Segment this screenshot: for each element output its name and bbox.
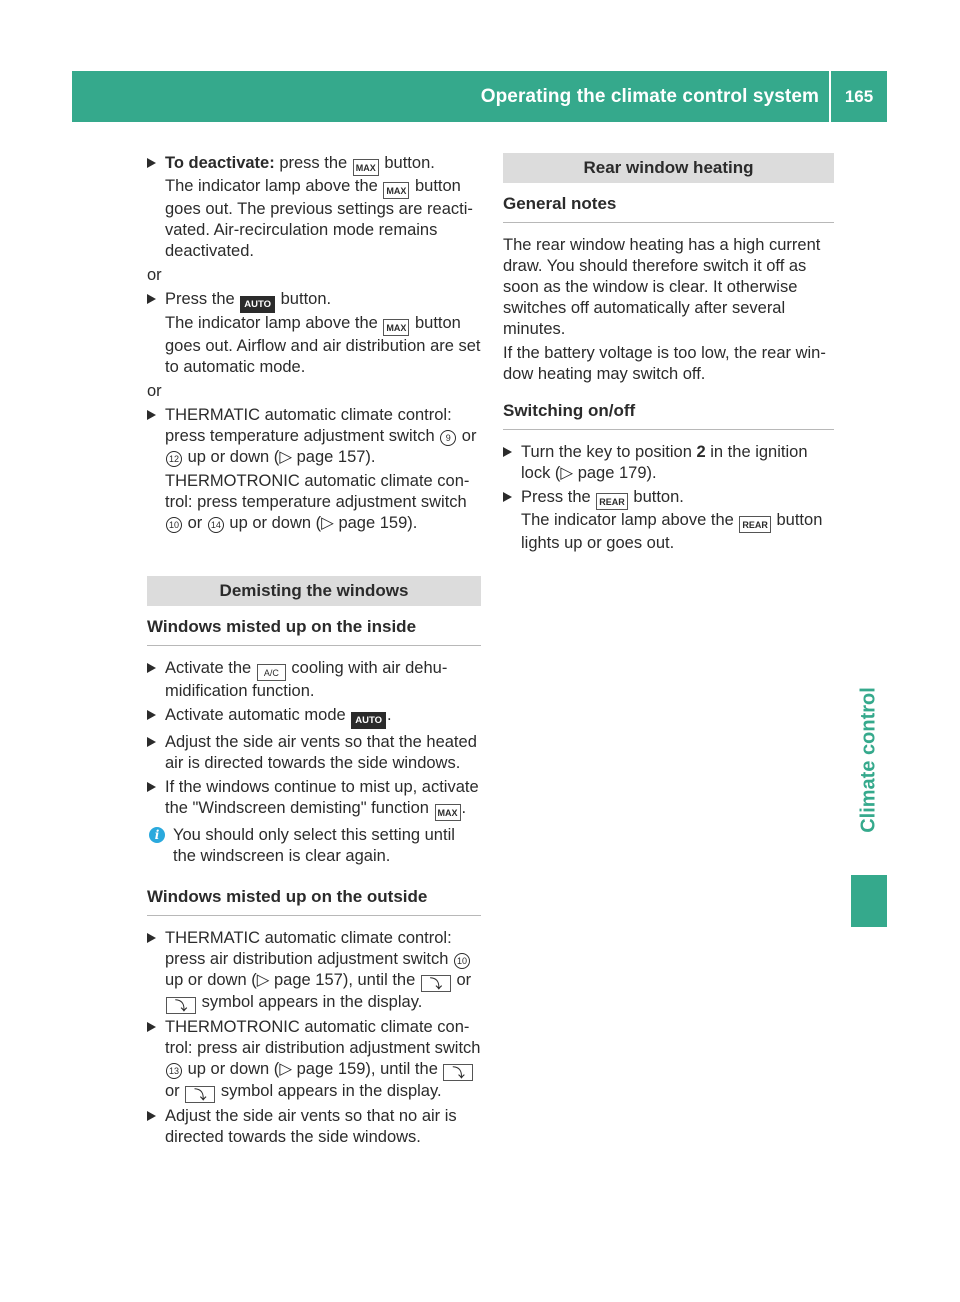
side-tab-marker [851,875,887,927]
callout-number: 9 [440,430,456,446]
ac-icon: A/C [257,664,286,681]
text: symbol appears in the display. [216,1082,442,1100]
text: or [165,1082,185,1100]
callout-number: 14 [208,517,224,533]
header-bar [72,71,887,122]
section-banner-rear-window: Rear window heating [503,153,834,183]
defrost-max-icon: MAX [383,182,409,199]
general-paragraph: The rear window heating has a high current draw. You should therefore switch it off as soon as the window is clear. It otherwise switches off automatically after several minutes. [503,236,821,338]
page-reference[interactable]: page 159). [333,514,418,532]
text: symbol appears in the display. [197,993,423,1011]
text: press the [274,154,352,172]
auto-icon: AUTO [240,296,275,313]
text: in the ignition lock ( [521,443,808,482]
step-deactivate [147,153,481,262]
text: up or down ( [165,971,257,989]
step-arrow-icon [147,1022,156,1032]
auto-icon: AUTO [351,712,386,729]
defrost-max-icon: MAX [353,159,379,176]
page-ref-arrow-icon: ▷ [279,1060,293,1078]
text: Press the [521,488,596,506]
general-paragraph: If the battery voltage is too low, the rear win- dow heating may switch off. [503,344,826,383]
step-arrow-icon [147,710,156,720]
page-number: 165 [844,87,874,106]
defrost-max-icon: MAX [383,319,409,336]
text: button goes out. The previous settings are reacti- vated. Air-recirculation mode remains deactivated. [165,177,473,260]
text: THERMOTRONIC automatic climate con- trol: press air distribution adjustment switch [165,1018,481,1057]
step-adjust-vents [147,732,481,774]
side-tab-label: Climate control [857,687,880,833]
text: button goes out. Airflow and air distribution are set to automatic mode. [165,314,481,376]
step-adjust-vents-outside [147,1106,481,1148]
step-activate-auto [147,705,481,729]
heading-general-notes: General notes [503,193,834,223]
text: button lights up or goes out. [521,511,823,552]
or-text: or [147,266,162,284]
text: Adjust the side air vents so that no air is directed towards the side windows. [165,1107,457,1146]
page-title: Operating the climate control system [480,86,819,107]
text: Press the [165,290,240,308]
text: or [451,971,472,989]
text: Activate automatic mode [165,706,351,724]
text: up or down ( [183,1060,280,1078]
text: THERMATIC automatic climate control: press air distribution adjustment switch [165,929,453,968]
step-press-rear [503,487,834,554]
text: . [387,706,392,724]
step-arrow-icon [147,294,156,304]
text: . [461,799,467,817]
step-arrow-icon [147,410,156,420]
text: Adjust the side air vents so that the heated air is directed towards the side windows. [165,733,477,772]
text: Activate the [165,659,256,677]
key-position: 2 [696,443,706,461]
text: button. [276,290,332,308]
note-text: You should only select this setting until the windscreen is clear again. [173,826,455,865]
text: cooling with air dehu- midification function. [165,659,448,700]
step-arrow-icon [147,158,156,168]
step-arrow-icon [147,663,156,673]
page-ref-arrow-icon: ▷ [279,448,293,466]
step-arrow-icon [147,782,156,792]
callout-number: 13 [166,1063,182,1079]
step-press-auto [147,289,481,378]
step-arrow-icon [147,1111,156,1121]
text: If the windows continue to mist up, activate the "Windscreen demisting" function [165,778,479,817]
heading-outside: Windows misted up on the outside [147,886,481,916]
text: THERMOTRONIC automatic climate con- trol: press temperature adjustment switch [165,472,470,511]
step-activate-ac [147,658,481,702]
right-column [503,153,834,557]
text: The indicator lamp above the [165,177,383,195]
page-ref-arrow-icon: ▷ [560,464,574,482]
text: Turn the key to position [521,443,697,461]
rear-window-heating-icon: REAR [596,493,628,510]
air-distribution-footwell-icon: ⤵ [421,975,451,992]
callout-number: 10 [454,953,470,969]
callout-number: 12 [166,451,182,467]
air-distribution-footwell-icon: ⤵ [443,1064,473,1081]
page-reference[interactable]: page 157), until the [269,971,420,989]
air-distribution-center-icon: ⤵ [166,997,196,1014]
text: THERMATIC automatic climate control: press temperature adjustment switch [165,406,452,445]
step-arrow-icon [503,492,512,502]
step-lead: To deactivate: [165,154,275,172]
info-icon: i [149,827,165,843]
step-windscreen-demist [147,777,481,821]
info-note [147,825,481,867]
callout-number: 10 [166,517,182,533]
step-thermatic-temp [147,405,481,534]
left-column [147,153,481,1151]
page-reference[interactable]: page 159), until the [292,1060,443,1078]
air-distribution-center-icon: ⤵ [185,1086,215,1103]
section-banner-demisting: Demisting the windows [147,576,481,606]
step-arrow-icon [503,447,512,457]
text: or [183,514,207,532]
step-thermatic-air [147,928,481,1014]
heading-inside: Windows misted up on the inside [147,616,481,646]
text: or [457,427,477,445]
thermotronic-text [165,471,481,534]
page-reference[interactable]: page 157). [292,448,376,466]
rear-window-heating-icon: REAR [739,516,771,533]
page-reference[interactable]: page 179). [573,464,657,482]
text: button. [628,488,684,506]
defrost-max-icon: MAX [435,804,461,821]
text: up or down ( [183,448,280,466]
step-arrow-icon [147,737,156,747]
step-arrow-icon [147,933,156,943]
or-text: or [147,382,162,400]
text: up or down ( [224,514,322,532]
page-ref-arrow-icon: ▷ [256,971,270,989]
text: The indicator lamp above the [165,314,383,332]
step-thermotronic-air [147,1017,481,1103]
page-ref-arrow-icon: ▷ [321,514,334,532]
text: button. [379,154,435,172]
heading-switching: Switching on/off [503,400,834,430]
step-turn-key [503,442,834,484]
text: The indicator lamp above the [521,511,739,529]
